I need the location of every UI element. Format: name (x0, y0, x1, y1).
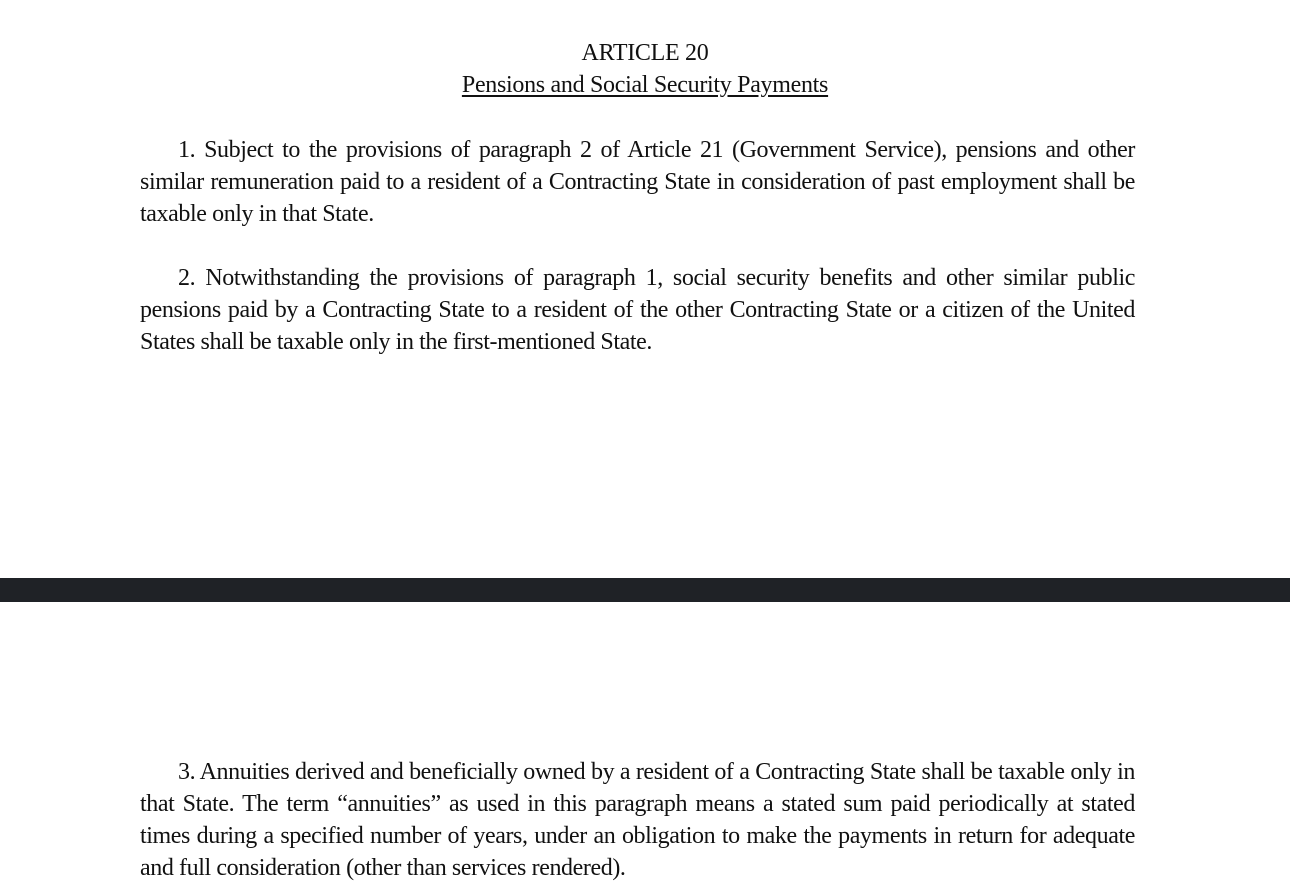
document-page-bottom (0, 602, 1290, 894)
article-title: ARTICLE 20 (581, 40, 709, 66)
page-separator (0, 578, 1290, 602)
paragraph-3: 3. Annuities derived and beneficially owned by a resident of a Contracting State shall be taxable only in that State. The term “annuities” as used in this paragraph means a stated sum paid periodically at stated times during a specified number of years, under an obligation to make the payments in return for adequate and full consideration (other than services rendered). (140, 759, 1135, 881)
article-subtitle: Pensions and Social Security Payments (461, 72, 829, 98)
paragraph-2: 2. Notwithstanding the provisions of paragraph 1, social security benefits and other similar public pensions paid by a Contracting State to a resident of the other Contracting State or a citizen of the United States shall be taxable only in the first-mentioned State. (140, 265, 1135, 355)
paragraph-1: 1. Subject to the provisions of paragraph 2 of Article 21 (Government Service), pensions and other similar remuneration paid to a resident of a Contracting State in consideration of past employment shall be taxable only in that State. (140, 137, 1135, 227)
